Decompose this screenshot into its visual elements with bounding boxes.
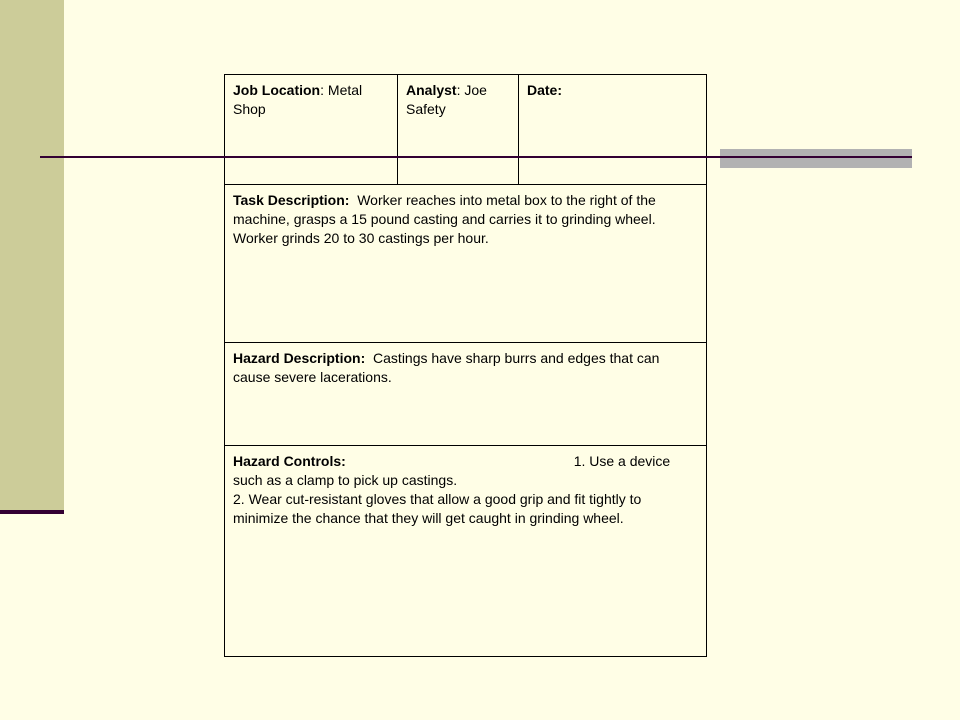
hazard-controls-label: Hazard Controls: xyxy=(233,453,346,469)
task-description-label: Task Description: xyxy=(233,192,350,208)
analyst-value: : Joe Safety xyxy=(406,82,487,117)
task-row xyxy=(225,185,707,343)
task-description-cell xyxy=(225,185,707,343)
grey-accent-block xyxy=(720,149,912,168)
hazard-controls-cell xyxy=(225,446,707,657)
task-description-text: Worker reaches into metal box to the right of the machine, grasps a 15 pound casting and carries it to grinding wheel. Worker grinds 20 to 30 castings per hour. xyxy=(233,192,664,246)
header-row xyxy=(225,75,707,185)
analyst-cell xyxy=(398,75,519,185)
date-cell xyxy=(519,75,707,185)
hazard-description-text: Castings have sharp burrs and edges that can cause severe lacerations. xyxy=(233,350,664,385)
hazard-description-cell xyxy=(225,343,707,446)
controls-row xyxy=(225,446,707,657)
left-accent-bar xyxy=(0,0,64,512)
grey-block-stripe xyxy=(720,156,912,158)
job-location-label: Job Location xyxy=(233,82,321,98)
hazard-control-item-1: 1. Use a device such as a clamp to pick up castings. xyxy=(233,453,671,488)
hazard-control-item-2: 2. Wear cut-resistant gloves that allow a good grip and fit tightly to minimize the chance that they will get caught in grinding wheel. xyxy=(233,491,642,526)
left-accent-underline xyxy=(0,510,64,514)
analyst-label: Analyst xyxy=(406,82,457,98)
job-location-value: : Metal Shop xyxy=(233,82,363,117)
hazard-row xyxy=(225,343,707,446)
date-label: Date: xyxy=(527,82,563,98)
job-location-cell xyxy=(225,75,398,185)
job-hazard-analysis-table xyxy=(224,74,707,657)
hazard-description-label: Hazard Description: xyxy=(233,350,366,366)
hazard-controls-line-1 xyxy=(233,452,698,490)
